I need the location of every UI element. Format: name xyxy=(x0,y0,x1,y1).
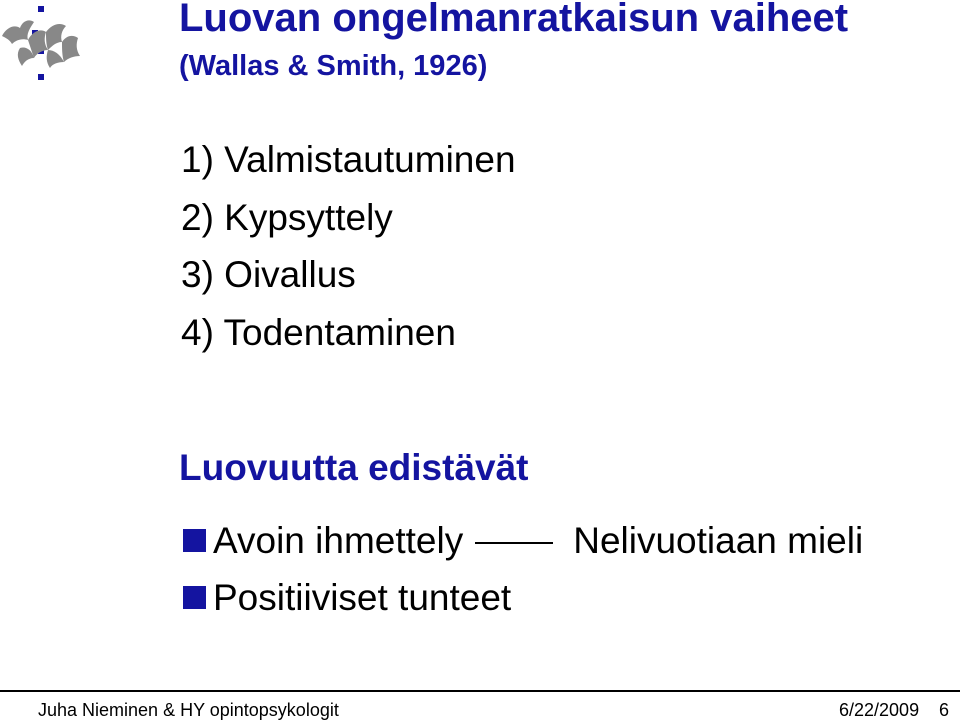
bullet-text: Positiiviset tunteet xyxy=(213,577,512,618)
footer-date: 6/22/2009 xyxy=(839,700,920,720)
footer-divider xyxy=(0,690,960,692)
step-item: 1) Valmistautuminen xyxy=(181,139,516,180)
footer-author: Juha Nieminen & HY opintopsykologit xyxy=(38,700,339,720)
bullet-text-right: Nelivuotiaan mieli xyxy=(573,520,864,561)
step-item: 2) Kypsyttely xyxy=(181,196,393,238)
bullet-text-left: Avoin ihmettely xyxy=(213,520,464,561)
step-item: 3) Oivallus xyxy=(181,254,356,295)
bullet-list xyxy=(183,512,863,626)
steps-list xyxy=(181,131,516,361)
bullet-item xyxy=(183,569,863,626)
section-heading: Luovuutta edistävät xyxy=(179,447,529,488)
bullet-item xyxy=(183,512,863,569)
page-number: 6 xyxy=(939,700,950,720)
square-bullet-icon xyxy=(183,586,206,609)
square-bullet-icon xyxy=(183,529,206,552)
step-item: 4) Todentaminen xyxy=(181,311,456,353)
flame-logo-icon xyxy=(0,0,90,90)
slide-subtitle: (Wallas & Smith, 1926) xyxy=(179,50,488,82)
dash-separator xyxy=(475,542,553,544)
slide-title: Luovan ongelmanratkaisun vaiheet xyxy=(179,0,849,40)
university-logo xyxy=(0,0,90,90)
